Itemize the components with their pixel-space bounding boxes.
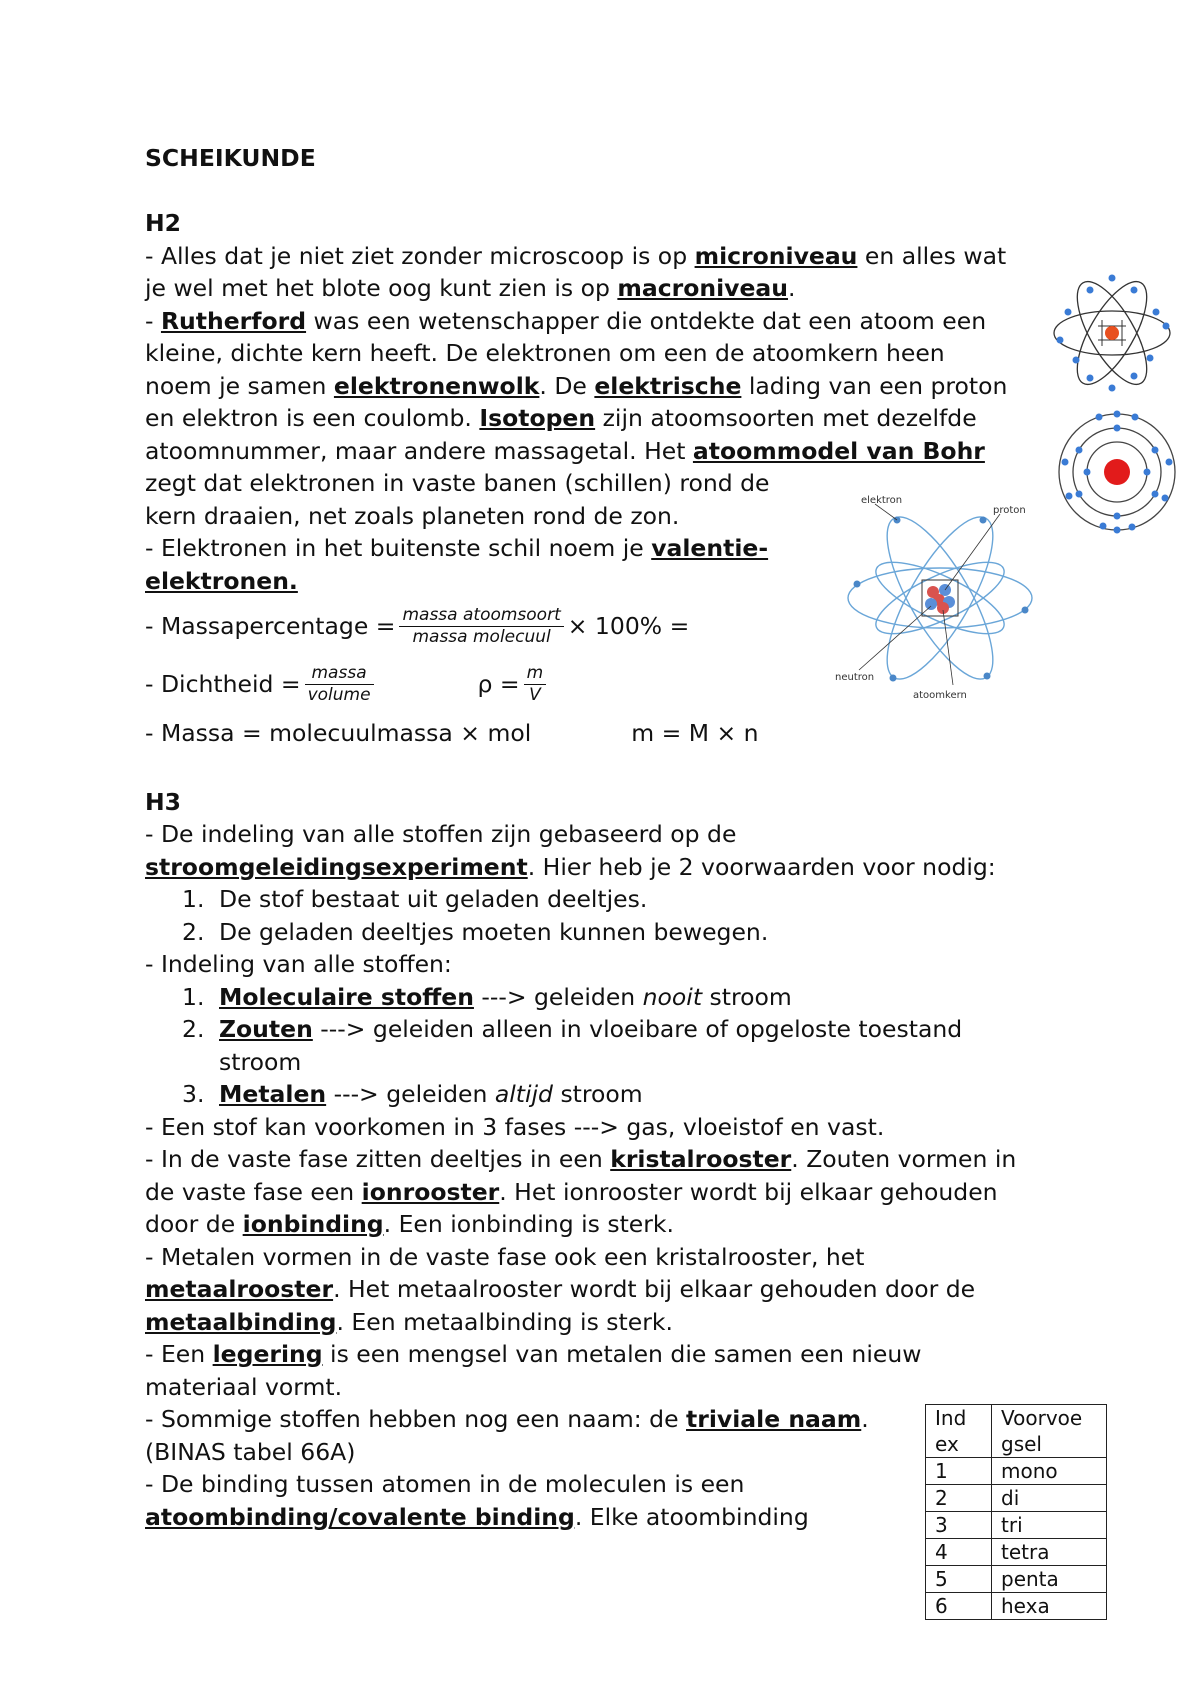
- h2-line-8: zegt dat elektronen in vaste banen (schillen) rond de: [145, 469, 770, 497]
- h3-line-binding: - De binding tussen atomen in de moleculen is een: [145, 1470, 745, 1498]
- h3-line-atoombinding: atoombinding/covalente binding. Elke atoombinding: [145, 1502, 809, 1531]
- bohr-model-illustration: [1055, 410, 1180, 535]
- term-valentie: valentie-: [651, 534, 769, 562]
- term-stroomgeleidingsexperiment: stroomgeleidingsexperiment: [145, 852, 528, 881]
- h2-line-1: - Alles dat je niet ziet zonder microscoop is op microniveau en alles wat: [145, 241, 1007, 270]
- term-zouten: Zouten: [219, 1015, 313, 1043]
- h2-line-10: - Elektronen in het buitenste schil noem je valentie-: [145, 534, 769, 562]
- term-isotopen: Isotopen: [479, 404, 596, 432]
- term-ionbinding: ionbinding: [242, 1210, 384, 1238]
- list-item: 3. Metalen ---> geleiden altijd stroom: [182, 1080, 643, 1108]
- label-atoomkern: atoomkern: [913, 690, 967, 701]
- h3-line-metaalrooster: metaalrooster. Het metaalrooster wordt bij elkaar gehouden door de: [145, 1275, 976, 1303]
- term-atoommodel-bohr: atoommodel van Bohr: [692, 436, 985, 465]
- term-elektronenwolk: elektronenwolk: [333, 371, 540, 400]
- term-elektrische: elektrische: [594, 371, 742, 400]
- h3-line-materiaal: materiaal vormt.: [145, 1372, 343, 1401]
- fraction-massapercentage: $\frac{\text{massa atoomsoort}}{\text{massa molecuul}}$: [399, 605, 563, 648]
- h3-line-metalen: - Metalen vormen in de vaste fase ook een kristalrooster, het: [145, 1242, 865, 1271]
- term-microniveau: microniveau: [694, 241, 858, 270]
- term-macroniveau: macroniveau: [617, 274, 789, 302]
- label-elektron: elektron: [861, 495, 903, 506]
- list-item-continued: stroom: [219, 1047, 302, 1076]
- heading-h2: H2: [145, 209, 182, 237]
- document-body: [145, 142, 1075, 1533]
- list-item: 2. Zouten ---> geleiden alleen in vloeibare of opgeloste toestand: [182, 1015, 963, 1043]
- formula-massa: - Massa = molecuulmassa × mol m = M × n: [145, 719, 759, 747]
- h2-line-6: en elektron is een coulomb. Isotopen zijn atoomsoorten met dezelfde: [145, 404, 977, 432]
- term-atoombinding: atoombinding/covalente binding: [145, 1502, 575, 1531]
- h2-line-9: kern draaien, net zoals planeten rond de zon.: [145, 501, 680, 530]
- list-item: 2. De geladen deeltjes moeten kunnen bewegen.: [182, 917, 769, 946]
- h3-line-kristal: - In de vaste fase zitten deeltjes in een kristalrooster. Zouten vormen in: [145, 1145, 1017, 1173]
- formula-dichtheid: - Dichtheid = $\frac{\text{massa}}{\text{volume}}$ ρ = $\frac{m}{V}$: [145, 655, 1075, 713]
- atom-orbit-illustration: [1050, 268, 1175, 398]
- term-metaalrooster: metaalrooster: [145, 1275, 334, 1303]
- table-header-index: Ind ex: [926, 1405, 992, 1458]
- term-kristalrooster: kristalrooster: [610, 1145, 792, 1173]
- h3-line-fases: - Een stof kan voorkomen in 3 fases ---> gas, vloeistof en vast.: [145, 1112, 885, 1141]
- term-moleculaire-stoffen: Moleculaire stoffen: [219, 982, 474, 1011]
- h3-line-metaalbinding: metaalbinding. Een metaalbinding is sterk.: [145, 1307, 673, 1336]
- h3-line-triviaal: - Sommige stoffen hebben nog een naam: de triviale naam.: [145, 1405, 869, 1433]
- h3-line-legering: - Een legering is een mengsel van metalen die samen een nieuw: [145, 1340, 922, 1368]
- table-row: 4 tetra: [926, 1539, 1107, 1566]
- atom-labelled-diagram: [835, 490, 1050, 705]
- list-item: 1. Moleculaire stoffen ---> geleiden nooit stroom: [182, 982, 792, 1011]
- formula-massapercentage: - Massapercentage = $\frac{\text{massa atoomsoort}}{\text{massa molecuul}}$ × 100% =: [145, 604, 690, 647]
- h2-line-3: - Rutherford was een wetenschapper die ontdekte dat een atoom een: [145, 306, 987, 335]
- prefix-table: [925, 1404, 1107, 1620]
- h2-line-7: atoomnummer, maar andere massagetal. Het atoommodel van Bohr: [145, 436, 985, 465]
- h3-line-binas: (BINAS tabel 66A): [145, 1437, 356, 1466]
- list-item: 1. De stof bestaat uit geladen deeltjes.: [182, 885, 648, 913]
- table-row: 1 mono: [926, 1458, 1107, 1485]
- h3-line-2: stroomgeleidingsexperiment. Hier heb je 2 voorwaarden voor nodig:: [145, 852, 996, 881]
- term-rutherford: Rutherford: [160, 306, 307, 335]
- table-header-prefix: Voorvoe gsel: [992, 1405, 1107, 1458]
- h3-line-ionbinding: door de ionbinding. Een ionbinding is sterk.: [145, 1210, 675, 1238]
- fraction-rho: $\frac{m}{V}$: [524, 663, 547, 706]
- label-neutron: neutron: [835, 672, 875, 683]
- table-row: 5 penta: [926, 1566, 1107, 1593]
- h2-line-2: je wel met het blote oog kunt zien is op macroniveau.: [145, 274, 796, 302]
- table-header-row: [926, 1405, 1107, 1458]
- term-elektronen: elektronen.: [145, 566, 298, 595]
- h2-line-5: noem je samen elektronenwolk. De elektrische lading van een proton: [145, 371, 1008, 400]
- term-ionrooster: ionrooster: [361, 1177, 500, 1206]
- heading-h3: H3: [145, 787, 182, 816]
- h3-line-1: - De indeling van alle stoffen zijn gebaseerd op de: [145, 820, 737, 848]
- table-row: 2 di: [926, 1485, 1107, 1512]
- label-proton: proton: [993, 505, 1026, 516]
- term-metaalbinding: metaalbinding: [145, 1307, 337, 1336]
- table-row: 3 tri: [926, 1512, 1107, 1539]
- term-triviale-naam: triviale naam: [686, 1405, 862, 1433]
- term-metalen: Metalen: [219, 1080, 327, 1108]
- h3-line-ionrooster: de vaste fase een ionrooster. Het ionrooster wordt bij elkaar gehouden: [145, 1177, 998, 1206]
- table-row: 6 hexa: [926, 1593, 1107, 1620]
- document-title: SCHEIKUNDE: [145, 144, 316, 172]
- h2-line-4: kleine, dichte kern heeft. De elektronen om een de atoomkern heen: [145, 339, 945, 367]
- term-legering: legering: [212, 1340, 323, 1368]
- fraction-dichtheid: $\frac{\text{massa}}{\text{volume}}$: [305, 663, 374, 706]
- h3-line-indeling: - Indeling van alle stoffen:: [145, 950, 452, 978]
